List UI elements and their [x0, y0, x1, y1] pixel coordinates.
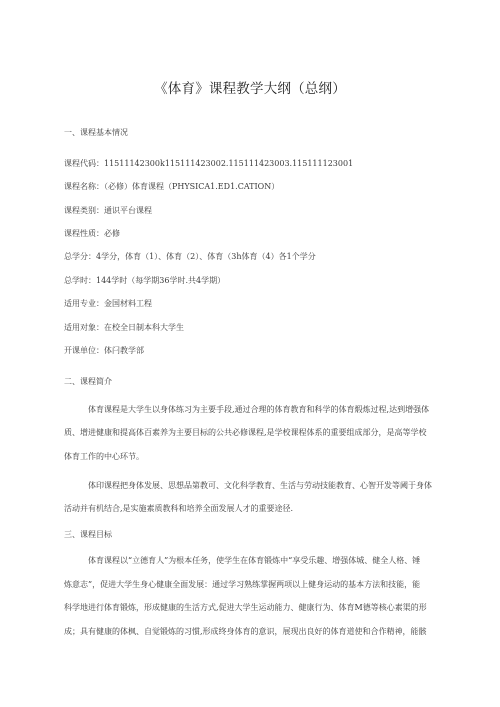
applicable-majors: 适用专业：金国材料工程: [64, 299, 152, 308]
section-heading-basic-info: 一、课程基本情况: [64, 128, 128, 137]
course-credits: 总学分：4学分，体育（1）、体育（2）、体育（3h体育（4）各1个学分: [64, 252, 316, 261]
intro-paragraph-1-line: 体育课程是大学生以身体练习为主要手段,通过合理的体育教育和科学的体育煅炼过程,达到增强体: [88, 405, 430, 414]
course-category: 课程类别：通识平台课程: [64, 206, 152, 215]
course-name: 课程名称：（必修）体育课程（PHYSICA1.ED1.CATION）: [64, 182, 280, 191]
objectives-paragraph-line: 科学地进行体育锻炼，形成健康的生活方式,促进大学生运动能力、健康行为、体育M德等核心素渠的形: [64, 603, 427, 612]
course-hours: 总学时：144学时（每学期36学时.共4学期）: [64, 276, 226, 285]
section-heading-objectives: 三、课程目标: [64, 530, 112, 539]
intro-paragraph-1-line: 体育工作的中心环节。: [64, 452, 144, 461]
course-code: 课程代码：11511142300k115111423002.115111423003.115111123001: [64, 159, 354, 168]
offering-department: 开课单位：体闩教学部: [64, 346, 144, 355]
section-heading-introduction: 二、课程简介: [64, 377, 112, 386]
intro-paragraph-2-line: 活动并有机结合,是实施素质教科和培养全面发展人才的重要途径.: [64, 504, 294, 513]
document-title: 《体育》课程教学大纲（总纲）: [154, 81, 346, 97]
applicable-audience: 适用对象：在校全日制本科大学生: [64, 323, 184, 332]
objectives-paragraph-line: 成；具有健康的体枫、自觉锻炼的习惯,形成终身体育的意识，展现出良好的体育道使和合作精神，能骸: [64, 627, 427, 636]
objectives-paragraph-line: 炼意志”，促进大学生身心健康全面发展：通过学习熟练掌握两项以上健身运动的基本方法和技能，能: [64, 580, 421, 589]
intro-paragraph-2-line: 体印课程把身体发展、思想品第教可、文化科学教育、生活与劳动技能教育、心智开发等阈于身体: [88, 481, 432, 490]
objectives-paragraph-line: 体育课程以“立德育人”为根本任务，使学生在体育锻炼中“享受乐趣、增强体城、健全人格、锤: [88, 556, 421, 565]
course-nature: 课程性质：必修: [64, 229, 120, 238]
intro-paragraph-1-line: 质、增进健康和提高体百素养为主要目标的公共必修课程,是学校课程体系的重要组成部分，是高等学校: [64, 428, 427, 437]
